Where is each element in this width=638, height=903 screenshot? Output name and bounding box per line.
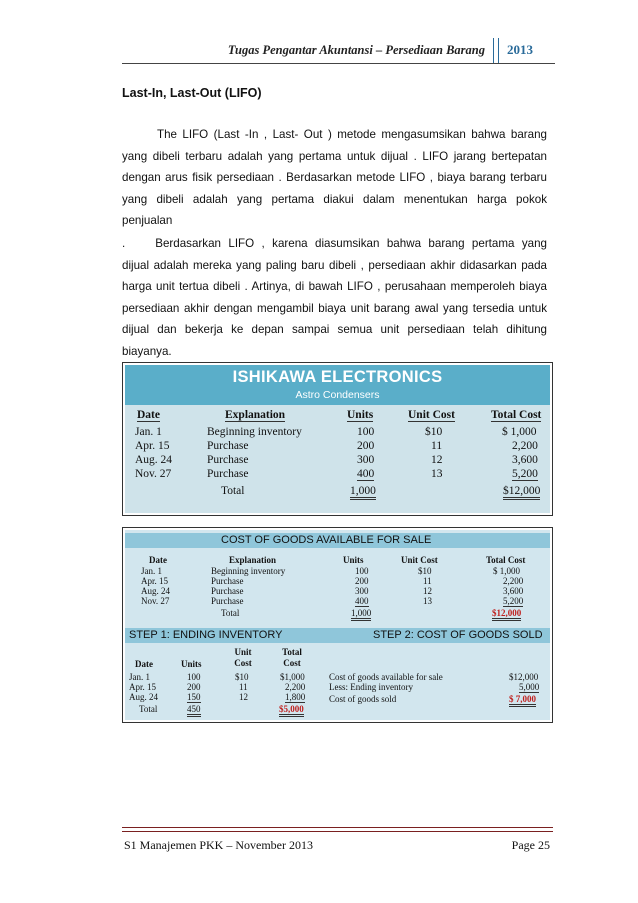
table-cell: 100 <box>355 566 369 576</box>
page-header <box>122 38 555 64</box>
cogs-label: Less: Ending inventory <box>329 682 413 692</box>
column-header: Date <box>135 659 153 669</box>
table-cell: Apr. 15 <box>129 682 156 692</box>
cogs-value: 5,000 <box>519 682 540 692</box>
table-cell: 5,200 <box>512 468 538 480</box>
column-header: Unit Cost <box>234 647 252 668</box>
total-cost: $12,000 <box>503 485 540 500</box>
table-cell: Aug. 24 <box>129 692 158 702</box>
column-header: Unit Cost <box>401 555 438 565</box>
total-label: Total <box>221 485 245 497</box>
section-heading: Last-In, Last-Out (LIFO) <box>122 86 262 100</box>
step1-title: STEP 1: ENDING INVENTORY <box>129 629 283 641</box>
table-cell: Apr. 15 <box>141 576 168 586</box>
table-cell: 11 <box>239 682 248 692</box>
table-cell: Aug. 24 <box>141 586 170 596</box>
table-cell: 12 <box>431 454 443 466</box>
table-cell: Purchase <box>211 576 244 586</box>
table-cell: Purchase <box>211 586 244 596</box>
figure-lifo-steps <box>122 527 553 723</box>
table-cell: 2,200 <box>512 440 538 452</box>
total-units: 1,000 <box>350 485 376 500</box>
paragraph-line: yang dibeli terbaru adalah yang pertama untuk dijual . LIFO jarang bertepatan <box>122 149 547 163</box>
header-title: Tugas Pengantar Akuntansi – Persediaan Barang <box>227 43 485 57</box>
footer-rule <box>122 827 553 832</box>
paragraph-line: persediaan akhir dengan mengambil biaya unit barang awal yang tersedia untuk <box>122 301 547 315</box>
table-cell: 12 <box>423 586 432 596</box>
column-header: Units <box>343 555 364 565</box>
cogs-label: Cost of goods available for sale <box>329 672 443 682</box>
inventory-table <box>125 405 550 513</box>
table-cell: $10 <box>418 566 432 576</box>
table-cell: 300 <box>355 586 369 596</box>
footer-course: S1 Manajemen PKK – November 2013 <box>124 838 313 852</box>
header-separator <box>493 38 499 64</box>
paragraph-lifo-explanation <box>122 233 547 362</box>
paragraph-line: The LIFO (Last -In , Last- Out ) metode mengasumsikan bahwa barang <box>157 128 547 141</box>
cogs-label: Cost of goods sold <box>329 694 397 704</box>
table-cell: 11 <box>431 440 443 452</box>
footer-page-number: Page 25 <box>511 838 550 852</box>
table-cell: Nov. 27 <box>141 596 170 606</box>
band-steps <box>125 628 550 643</box>
table-cell: $1,000 <box>280 672 305 682</box>
table-cell: 150 <box>187 692 201 702</box>
table-cell: Jan. 1 <box>129 672 150 682</box>
table-cell: 5,200 <box>503 596 524 606</box>
table-cell: 13 <box>431 468 443 480</box>
table-cell: Beginning inventory <box>211 566 286 576</box>
cogs-value: $12,000 <box>509 672 539 682</box>
table-cell: Purchase <box>207 468 249 480</box>
table-cell: Beginning inventory <box>207 426 302 438</box>
table-cell: 2,200 <box>503 576 524 586</box>
paragraph-line: . Berdasarkan LIFO , karena diasumsikan bahwa barang pertama yang <box>122 237 547 250</box>
column-header: Total Cost <box>491 409 542 421</box>
column-header: Explanation <box>225 409 286 421</box>
paragraph-line: yang dibeli adalah yang pertama diakui dalam menentukan harga pokok <box>122 192 547 206</box>
table-cell: 200 <box>357 440 375 452</box>
paragraph-line: biayanya. <box>122 344 172 358</box>
table-cell: 400 <box>355 596 369 606</box>
table-cell: $10 <box>425 426 443 438</box>
paragraph-line: harga unit tertua dibeli . Artinya, di bawah LIFO , perusahaan memperoleh biaya <box>122 280 547 293</box>
cogs-total: $ 7,000 <box>509 694 536 707</box>
band-title: COST OF GOODS AVAILABLE FOR SALE <box>221 534 432 546</box>
table-cell: 200 <box>355 576 369 586</box>
figure-company-title: ISHIKAWA ELECTRONICS <box>232 368 443 386</box>
table-cell: Jan. 1 <box>135 426 162 438</box>
table-cell: 3,600 <box>503 586 524 596</box>
table-cell: 400 <box>357 468 375 480</box>
column-header: Unit Cost <box>408 409 455 421</box>
paragraph-line: dijual dan bekerja ke depan sampai semua unit persediaan telah dihitung <box>122 323 547 336</box>
paragraph-line: penjualan <box>122 214 173 227</box>
total-units: 1,000 <box>351 608 371 621</box>
step1-total-units: 450 <box>187 704 201 717</box>
column-header: Units <box>347 409 374 421</box>
table-cell: 2,200 <box>285 682 306 692</box>
column-header: Units <box>181 659 202 669</box>
table-cell: Jan. 1 <box>141 566 162 576</box>
table-cell: Aug. 24 <box>135 454 173 466</box>
figure-product-subtitle: Astro Condensers <box>295 389 380 401</box>
table-cell: 100 <box>357 426 375 438</box>
table-cell: Purchase <box>211 596 244 606</box>
paragraph-line: dijual adalah mereka yang paling baru dibeli , persediaan akhir didasarkan pada <box>122 258 547 272</box>
total-label: Total <box>139 704 158 714</box>
table-cell: Purchase <box>207 440 249 452</box>
table-cell: 3,600 <box>512 454 538 466</box>
table-cell: 1,800 <box>285 692 306 702</box>
table-cell: 12 <box>239 692 248 702</box>
table-cell: 13 <box>423 596 432 606</box>
table-cell: $ 1,000 <box>493 566 520 576</box>
header-year: 2013 <box>507 42 533 57</box>
table-cell: 11 <box>423 576 432 586</box>
column-header: Explanation <box>229 555 277 565</box>
table-cell: Nov. 27 <box>135 468 172 480</box>
table-cell: Apr. 15 <box>135 440 170 452</box>
paragraph-line: dengan arus fisik persediaan . Berdasarkan metode LIFO , biaya barang terbaru <box>122 171 547 184</box>
table-cell: 100 <box>187 672 201 682</box>
table-cell: 200 <box>187 682 201 692</box>
paragraph-lifo-definition <box>122 124 547 232</box>
column-header: Date <box>149 555 167 565</box>
column-header: Total Cost <box>282 647 302 668</box>
table-cell: $10 <box>235 672 249 682</box>
figure-ishikawa-inventory <box>122 362 553 516</box>
table-cell: Purchase <box>207 454 249 466</box>
table-cell: 300 <box>357 454 375 466</box>
table-cell: $ 1,000 <box>502 426 537 438</box>
band-cogs-available <box>125 533 550 548</box>
step1-total-cost: $5,000 <box>279 704 304 717</box>
header-rule <box>122 63 555 66</box>
column-header: Date <box>137 409 160 421</box>
total-cost: $12,000 <box>492 608 521 621</box>
step2-title: STEP 2: COST OF GOODS SOLD <box>373 629 543 641</box>
column-header: Total Cost <box>486 555 526 565</box>
total-label: Total <box>221 608 240 618</box>
